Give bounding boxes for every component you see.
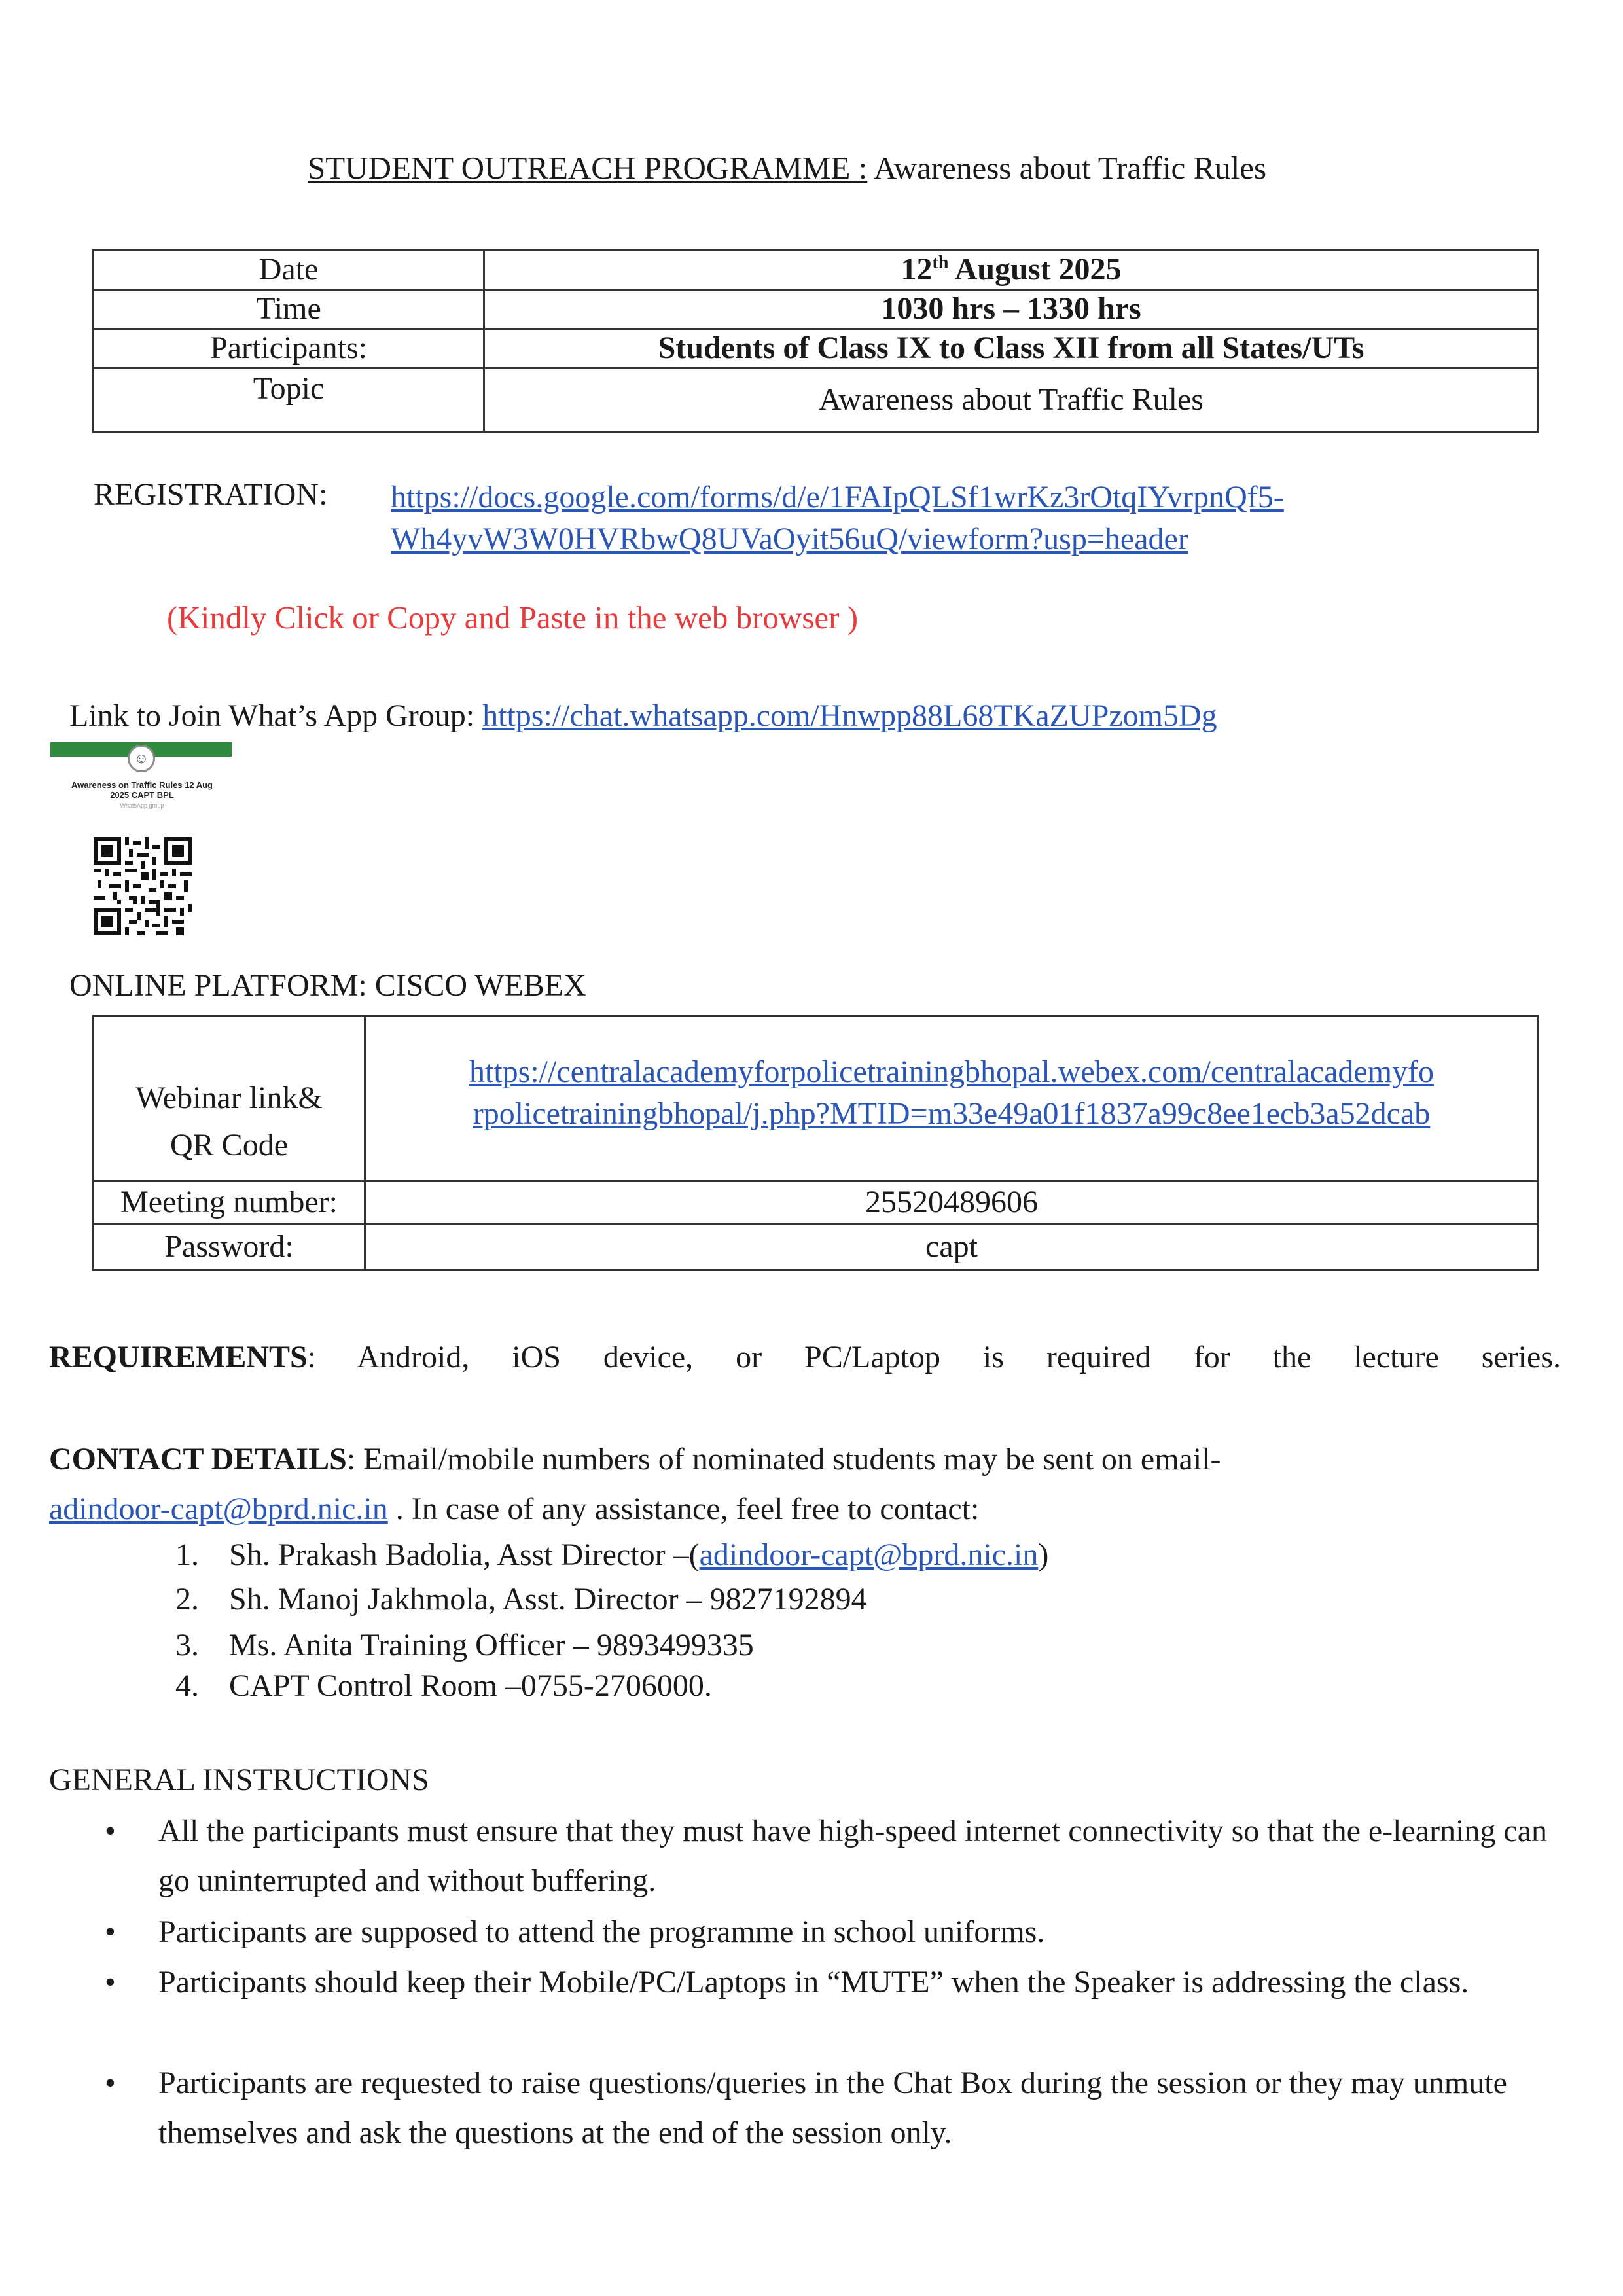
password-value: capt <box>365 1225 1539 1270</box>
password-label: Password: <box>94 1225 365 1270</box>
requirements-text: : Android, iOS device, or PC/Laptop is required for the lecture series. <box>307 1340 1561 1374</box>
page-title <box>308 149 1266 187</box>
contact-label: CONTACT DETAILS <box>49 1442 347 1477</box>
contact-text1: : Email/mobile numbers of nominated students may be sent on email- <box>346 1442 1221 1477</box>
contact-text2: . In case of any assistance, feel free to contact: <box>387 1492 980 1526</box>
title-sub: Awareness about Traffic Rules <box>867 150 1267 186</box>
bullet-icon: • <box>105 1965 116 2000</box>
table-row <box>94 251 1539 290</box>
date-label: Date <box>94 251 484 290</box>
meeting-number-value: 25520489606 <box>365 1181 1539 1225</box>
whatsapp-line <box>69 698 1217 734</box>
registration-link-line2[interactable]: Wh4yvW3W0HVRbwQ8UVaOyit56uQ/viewform?usp=header <box>391 522 1188 556</box>
whatsapp-link[interactable]: https://chat.whatsapp.com/Hnwpp88L68TKaZUPzom5Dg <box>482 698 1217 733</box>
bullet-icon: • <box>105 1914 116 1949</box>
requirements <box>49 1339 1561 1375</box>
table-row <box>94 1016 1539 1181</box>
registration-link-line1[interactable]: https://docs.google.com/forms/d/e/1FAIpQLSf1wrKz3rOtqIYvrpnQf5- <box>391 480 1284 514</box>
list-item <box>175 1537 1048 1573</box>
topic-value: Awareness about Traffic Rules <box>484 368 1539 432</box>
time-label: Time <box>94 290 484 329</box>
table-row <box>94 329 1539 368</box>
instruction-text: Participants are supposed to attend the programme in school uniforms. <box>158 1914 1045 1949</box>
event-info-table <box>92 249 1539 433</box>
table-row <box>94 368 1539 432</box>
list-number: 3. <box>175 1628 199 1662</box>
webex-details-table <box>92 1015 1539 1271</box>
webinar-link-line1[interactable]: https://centralacademyforpolicetrainingbhopal.webex.com/centralacademyfo <box>469 1054 1435 1089</box>
whatsapp-qr-card <box>50 742 232 958</box>
date-day: 12 <box>901 252 933 287</box>
table-row <box>94 290 1539 329</box>
instruction-text: Participants are requested to raise questions/queries in the Chat Box during the session or they may unmute themselves and ask the questions at the end of the session only. <box>158 2066 1507 2150</box>
contact-person-post: ) <box>1038 1537 1049 1572</box>
contact-person: Sh. Prakash Badolia, Asst Director –( <box>229 1537 700 1572</box>
webinar-link[interactable] <box>365 1016 1539 1181</box>
webinar-link-line2[interactable]: rpolicetrainingbhopal/j.php?MTID=m33e49a01f1837a99c8ee1ecb3a52dcab <box>473 1096 1431 1131</box>
click-note: (Kindly Click or Copy and Paste in the web browser ) <box>167 600 859 636</box>
requirements-label: REQUIREMENTS <box>49 1340 308 1374</box>
whatsapp-label: Link to Join What’s App Group: <box>69 698 483 733</box>
participants-value: Students of Class IX to Class XII from all States/UTs <box>484 329 1539 368</box>
list-item <box>175 1581 867 1617</box>
webinar-link-label <box>94 1016 365 1181</box>
list-item <box>175 1627 754 1663</box>
contact-email-link[interactable]: adindoor-capt@bprd.nic.in <box>49 1492 388 1526</box>
contact-person: Sh. Manoj Jakhmola, Asst. Director – 9827192894 <box>229 1582 867 1617</box>
bullet-icon: • <box>105 2066 116 2100</box>
meeting-number-label: Meeting number: <box>94 1181 365 1225</box>
table-row <box>94 1181 1539 1225</box>
date-suffix: th <box>932 253 949 274</box>
instruction-text: All the participants must ensure that they must have high-speed internet connectivity so that the e-learning can go uninterrupted and without buffering. <box>158 1814 1548 1898</box>
time-value: 1030 hrs – 1330 hrs <box>484 290 1539 329</box>
webinar-link-label-line2: QR Code <box>170 1127 288 1162</box>
list-item <box>175 1668 712 1704</box>
contact-person: CAPT Control Room –0755-2706000. <box>229 1668 712 1703</box>
participants-label: Participants: <box>94 329 484 368</box>
date-month-year: August 2025 <box>948 252 1122 287</box>
qr-subcaption: WhatsApp group <box>120 802 164 809</box>
contact-person: Ms. Anita Training Officer – 9893499335 <box>229 1628 754 1662</box>
online-platform: ONLINE PLATFORM: CISCO WEBEX <box>69 968 586 1003</box>
general-instructions-heading: GENERAL INSTRUCTIONS <box>49 1763 429 1797</box>
bullet-icon: • <box>105 1814 116 1848</box>
list-number: 4. <box>175 1668 199 1703</box>
instruction-text: Participants should keep their Mobile/PC/Laptops in “MUTE” when the Speaker is addressing the class. <box>158 1965 1469 2000</box>
contact-details-line1 <box>49 1441 1221 1477</box>
title-main: STUDENT OUTREACH PROGRAMME : <box>308 150 868 186</box>
list-number: 1. <box>175 1537 199 1572</box>
contact-details-line2 <box>49 1491 979 1527</box>
topic-label: Topic <box>94 368 484 432</box>
qr-code-icon <box>94 837 192 935</box>
qr-caption: Awareness on Traffic Rules 12 Aug 2025 CAPT BPL <box>71 780 213 800</box>
date-value <box>484 251 1539 290</box>
contact-person-email-link[interactable]: adindoor-capt@bprd.nic.in <box>699 1537 1039 1572</box>
registration-label: REGISTRATION: <box>94 477 328 512</box>
list-number: 2. <box>175 1582 199 1617</box>
registration-link[interactable] <box>391 476 1503 560</box>
table-row <box>94 1225 1539 1270</box>
webinar-link-label-line1: Webinar link& <box>135 1080 323 1115</box>
group-avatar-icon: ☺ <box>128 745 155 772</box>
